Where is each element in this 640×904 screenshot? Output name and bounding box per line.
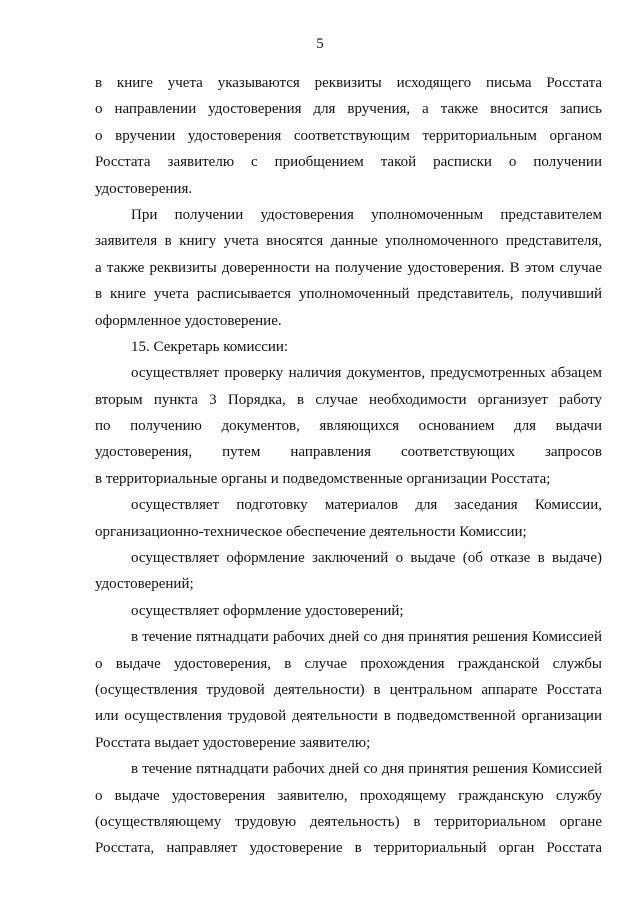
text-line: о направлении удостоверения для вручения, а также вносится запись: [95, 101, 602, 118]
text-line: заявителя в книгу учета вносятся данные уполномоченного представителя,: [95, 233, 602, 250]
text-line: в территориальные органы и подведомственные организации Росстата;: [95, 470, 551, 487]
text-line: При получении удостоверения уполномоченным представителем: [131, 206, 602, 223]
text-line: осуществляет оформление удостоверений;: [131, 602, 404, 619]
text-line: оформленное удостоверение.: [95, 312, 282, 329]
text-line: о выдаче удостоверения, в случае прохождения гражданской службы: [95, 655, 602, 672]
text-line: или осуществления трудовой деятельности в подведомственной организации: [95, 708, 602, 725]
text-line: (осуществляющему трудовую деятельность) в территориальном органе: [95, 813, 602, 830]
text-line: 15. Секретарь комиссии:: [131, 338, 289, 355]
text-line: в книге учета расписывается уполномоченный представитель, получивший: [95, 286, 602, 303]
text-line: (осуществления трудовой деятельности) в центральном аппарате Росстата: [95, 681, 602, 698]
text-line: Росстата, направляет удостоверение в территориальный орган Росстата: [95, 840, 602, 857]
text-line: в книге учета указываются реквизиты исходящего письма Росстата: [95, 75, 602, 91]
text-line: удостоверений;: [95, 576, 194, 593]
text-line: по получению документов, являющихся основанием для выдачи: [95, 418, 602, 435]
body-text: [95, 70, 602, 862]
text-line: осуществляет подготовку материалов для заседания Комиссии,: [131, 497, 602, 514]
text-line: в течение пятнадцати рабочих дней со дня принятия решения Комиссией: [131, 629, 602, 646]
text-line: в течение пятнадцати рабочих дней со дня принятия решения Комиссией: [131, 761, 602, 778]
text-line: осуществляет оформление заключений о выдаче (об отказе в выдаче): [131, 550, 602, 567]
text-line: а также реквизиты доверенности на получение удостоверения. В этом случае: [95, 259, 602, 276]
text-line: организационно-техническое обеспечение деятельности Комиссии;: [95, 523, 527, 540]
text-line: о выдаче удостоверения заявителю, проходящему гражданскую службу: [95, 787, 602, 804]
text-line: Росстата выдает удостоверение заявителю;: [95, 734, 371, 751]
text-line: удостоверения, путем направления соответствующих запросов: [95, 444, 602, 461]
page-number: 5: [316, 36, 324, 52]
text-line: осуществляет проверку наличия документов, предусмотренных абзацем: [131, 365, 602, 382]
text-line: о вручении удостоверения соответствующим территориальным органом: [95, 127, 602, 144]
text-line: вторым пункта 3 Порядка, в случае необходимости организует работу: [95, 391, 602, 408]
text-line: Росстата заявителю с приобщением такой расписки о получении: [95, 154, 602, 171]
text-line: удостоверения.: [95, 180, 193, 197]
